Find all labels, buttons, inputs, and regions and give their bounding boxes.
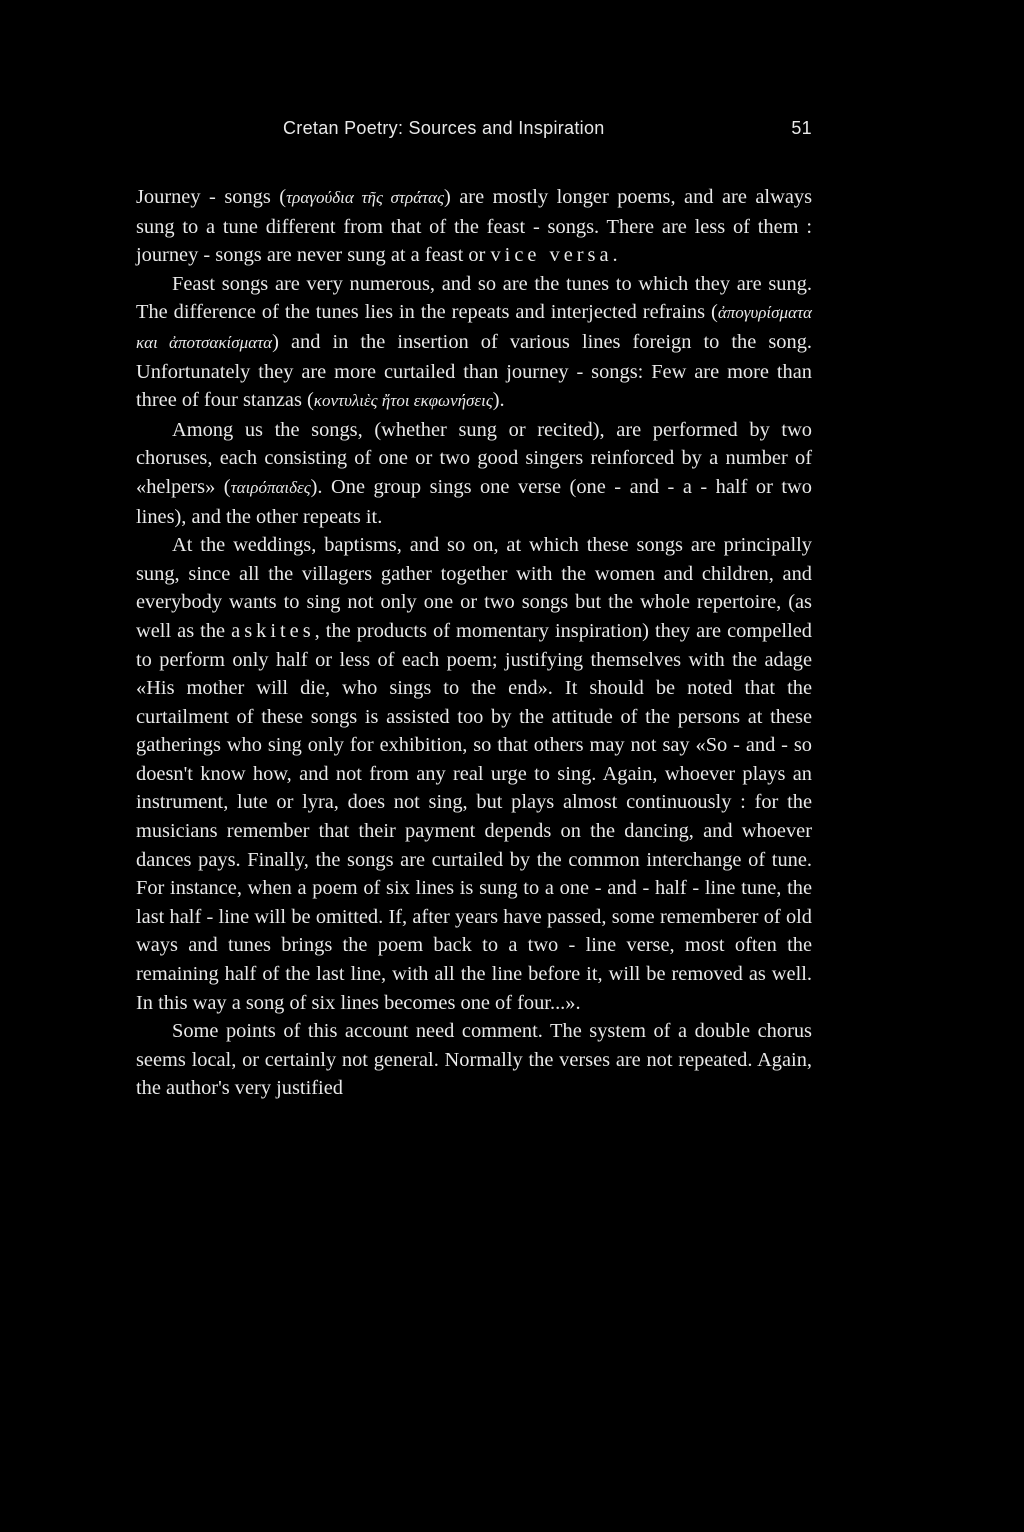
text-run: , the products of momentary inspiration) they are compelled to perform only half or less of each poem; justifying themselves with the adage «His mother will die, who sings to the end». It should be noted that the curtailment of these songs is assisted too by the attitude of the persons at these gatherings who sing only for exhibition, so that others may not say «So - and - so doesn't know how, and not from any real urge to sing. Again, whoever plays an instrument, lute or lyra, does not sing, but plays almost continuously : for the musicians remember that their payment depends on the dancing, and whoever dances pays. Finally, the songs are curtailed by the common interchange of tune. For instance, when a poem of six lines is sung to a one - and - half - line tune, the last half - line will be omitted. If, after years have passed, some rememberer of old ways and tunes brings the poem back to a two - line verse, most often the remaining half of the last line, with all the line before it, will be removed as well. In this way a song of six lines becomes one of four...». (136, 619, 813, 1014)
emphasized-term: askites (231, 619, 315, 642)
text-run: ). (492, 389, 505, 412)
text-run: At the weddings, baptisms, and so on, at which these songs are principally sung, since all the villagers gather together with the women and children, and everybody wants to sing not only one or two songs but the whole repertoire, (as well as the (136, 534, 812, 642)
book-page (136, 118, 812, 1103)
text-run: ). One group sings one verse (one - and - a - half or two lines), and the other repeats it. (136, 475, 812, 528)
text-run: . (612, 244, 618, 267)
page-number: 51 (791, 118, 812, 138)
paragraph-weddings (136, 531, 812, 1017)
running-head (136, 118, 812, 148)
emphasized-term: vice versa (490, 244, 613, 267)
paragraph-comment (136, 1017, 812, 1103)
running-title: Cretan Poetry: Sources and Inspiration (283, 118, 605, 138)
text-run: Feast songs are very numerous, and so are the tunes to which they are sung. The difference of the tunes lies in the repeats and interjected refrains ( (136, 272, 812, 324)
body-text (136, 183, 812, 1103)
text-run: Some points of this account need comment. The system of a double chorus seems local, or certainly not general. Normally the verses are not repeated. Again, the author's very justified (136, 1020, 812, 1100)
text-run: Journey - songs ( (136, 186, 287, 208)
paragraph-journey-songs (136, 183, 812, 270)
greek-term: κοντυλιὲς ἤτοι εκφωνήσεις (313, 391, 493, 411)
paragraph-feast-songs (136, 270, 812, 416)
greek-term: ἀπογυρίσματα και ἀποτσακίσματα (136, 303, 812, 352)
text-run: ) are mostly longer poems, and are always sung to a tune different from that of the feast - songs. There are less of them : journey - songs are never sung at a feast or (136, 186, 813, 267)
text-run: Among us the songs, (whether sung or recited), are performed by two choruses, each consisting of one or two good singers reinforced by a number of «helpers» ( (136, 418, 812, 498)
greek-term: τραγούδια τῆς στράτας (286, 188, 444, 207)
paragraph-choruses (136, 416, 812, 531)
text-run: ) and in the insertion of various lines foreign to the song. Unfortunately they are more curtailed than journey - songs: Few are more than three of four stanzas ( (136, 330, 812, 412)
greek-term: ταιρόπαιδες (230, 477, 311, 497)
